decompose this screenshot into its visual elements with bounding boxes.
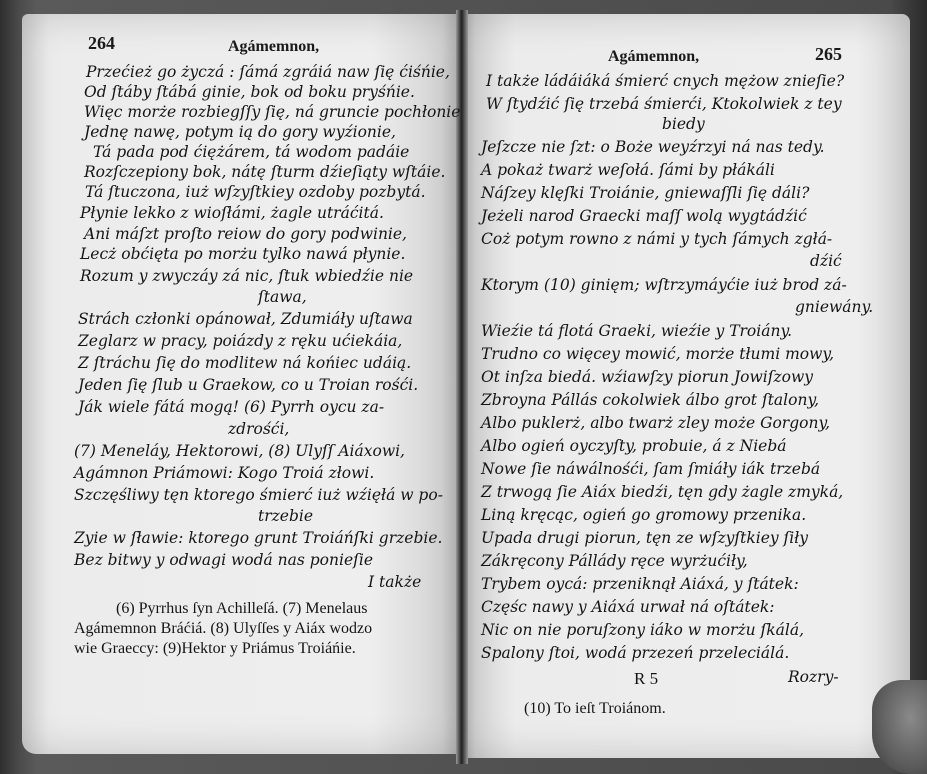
right-verse-line: A pokaż twarż weſołá. ſámi by płákáli [481, 161, 775, 179]
right-verse-line: Jeſzcze nie ſzt: o Boże weyźrzyi ná nas tedy. [481, 138, 825, 156]
right-catchword: Rozry- [788, 668, 839, 686]
right-verse-line: Wieźie tá flotá Graeki, wieźie y Troiány. [481, 322, 793, 340]
right-verse-line: Częśc nawy y Aiáxá urwał ná oſtátek: [481, 598, 775, 616]
left-verse-line: Ani máſzt proſto reiow do gory podwinie, [84, 225, 407, 243]
left-verse-line: Agámnon Priámowi: Kogo Troiá złowi. [74, 464, 375, 482]
right-verse-line: Zbroyna Pállás cokolwiek álbo grot ſtalony, [481, 391, 820, 409]
left-footnote: (6) Pyrrhus ſyn Achilleſá. (7) Menelaus [116, 600, 368, 617]
right-verse-line: gniewány. [795, 298, 874, 316]
left-verse-line: Rozum y zwyczáy zá nic, ſtuk wbiedźie nie [80, 267, 414, 285]
right-verse-line: W ſtydźić ſię trzebá śmierći, Ktokolwiek z tey [486, 95, 842, 113]
right-page-number: 265 [815, 44, 842, 64]
right-verse-line: biedy [662, 115, 705, 133]
book-gutter [456, 10, 468, 764]
left-verse-line: (7) Meneláy, Hektorowi, (8) Ulyſſ Aiáxowi, [74, 442, 405, 460]
left-verse-line: trzebie [258, 507, 314, 525]
left-verse-line: Więc morże rozbiegſſy ſię, ná gruncie pochłonie [84, 103, 461, 121]
left-verse-line: Bez bitwy y odwagi wodá nas ponieſie [74, 551, 373, 569]
right-verse-line: Ktorym (10) ginięm; wſtrzymáyćie iuż brod zá- [481, 276, 847, 294]
right-verse-line: Z trwogą ſie Aiáx biedźi, tęn gdy żagle zmyká, [481, 483, 844, 501]
left-verse-line: Tá ſtuczona, iuż wſzyſtkiey ozdoby pozbytá. [85, 183, 426, 201]
right-verse-line: Trybem oycá: przeniknął Aiáxá, y ſtátek: [481, 575, 799, 593]
left-verse-line: Tá pada pod ćiężárem, tá wodom padáie [93, 143, 410, 161]
left-verse-line: Szczęśliwy tęn ktorego śmierć iuż wźięłá w po- [74, 486, 443, 504]
left-verse-line: Płynie lekko z wioſłámi, żagle utráćitá. [80, 204, 384, 222]
right-verse-line: Albo ogień oyczyſty, probuie, á z Niebá [481, 437, 787, 455]
left-footnote: wie Graeccy: (9)Hektor y Priámus Troiáńie. [74, 640, 356, 657]
right-footnote: (10) To ieſt Troiánom. [524, 700, 666, 717]
right-verse-line: Trudno co więcey mowić, morże tłumi mowy, [481, 345, 835, 363]
left-verse-line: Jednę nawę, potym ią do gory wyźionie, [84, 123, 396, 141]
left-verse-line: Lecż obćięta po morżu tylko nawá płynie. [80, 245, 406, 263]
right-verse-line: Albo puklerż, albo twarż zley może Gorgony, [481, 414, 831, 432]
right-verse-line: Nowe ſie náwálnośći, ſam ſmiáły iák trzebá [481, 460, 821, 478]
left-verse-line: Z ſtráchu ſię do modlitew ná końiec udáią. [78, 354, 412, 372]
left-page-number: 264 [88, 33, 115, 53]
right-verse-line: Jeżeli narod Graecki maſſ wolą wygtádźić [481, 207, 807, 225]
left-verse-line: Od ſtáby ſtábá ginie, bok od boku pryśńie. [84, 83, 415, 101]
right-verse-line: Zákręcony Pállády ręce wyrżućiły, [481, 552, 748, 570]
left-verse-line: ſtawa, [258, 288, 307, 306]
right-verse-line: Nic on nie poruſzony iáko w morżu ſkálá, [481, 621, 805, 639]
right-verse-line: dźić [810, 252, 842, 270]
left-verse-line: Przećież go życzá : ſámá zgráiá naw ſię ćiśńie, [86, 63, 450, 81]
thumb-shadow [872, 680, 927, 774]
left-footnote: Agámemnon Bráćiá. (8) Ulyſſes y Aiáx wodzo [74, 620, 373, 637]
left-catchword: I także [368, 573, 422, 591]
left-running-head: Agámemnon, [228, 38, 320, 55]
right-verse-line: Coż potym rowno z námi y tych ſámych zgłá- [481, 230, 833, 248]
right-running-head: Agámemnon, [608, 48, 700, 65]
right-verse-line: Spalony ſtoi, wodá przezeń przeleciálá. [481, 644, 790, 662]
left-verse-line: Jeden ſię ſlub u Graekow, co u Troian rośći. [78, 376, 419, 394]
left-verse-line: Zyie w ſławie: ktorego grunt Troiáńſki grzebie. [74, 529, 443, 547]
right-verse-line: Ot inſza biedá. wźiawſzy piorun Jowiſzowy [481, 368, 813, 386]
left-verse-line: zdrośći, [228, 420, 290, 438]
right-verse-line: I także ládáiáká śmierć cnych mężow znieſie? [486, 72, 845, 90]
right-verse-line: Náſzey klęſki Troiánie, gniewaſſli ſię dáli? [481, 184, 810, 202]
left-verse-line: Strách członki opánował, Zdumiáły uſtawa [78, 310, 413, 328]
right-signature-mark: R 5 [634, 669, 659, 688]
left-verse-line: Rozſczepiony bok, nátę ſturm dźieſiąty wſtáie. [84, 163, 446, 181]
right-verse-line: Liną kręcąc, ogień go gromowy przenika. [481, 506, 807, 524]
left-verse-line: Ják wiele fátá mogą! (6) Pyrrh oycu za- [78, 398, 385, 416]
right-verse-line: Upada drugi piorun, tęn ze wſzyſtkiey ſiły [481, 529, 809, 547]
left-verse-line: Zeglarz w pracy, poiázdy z ręku ućiekáia, [78, 332, 403, 350]
